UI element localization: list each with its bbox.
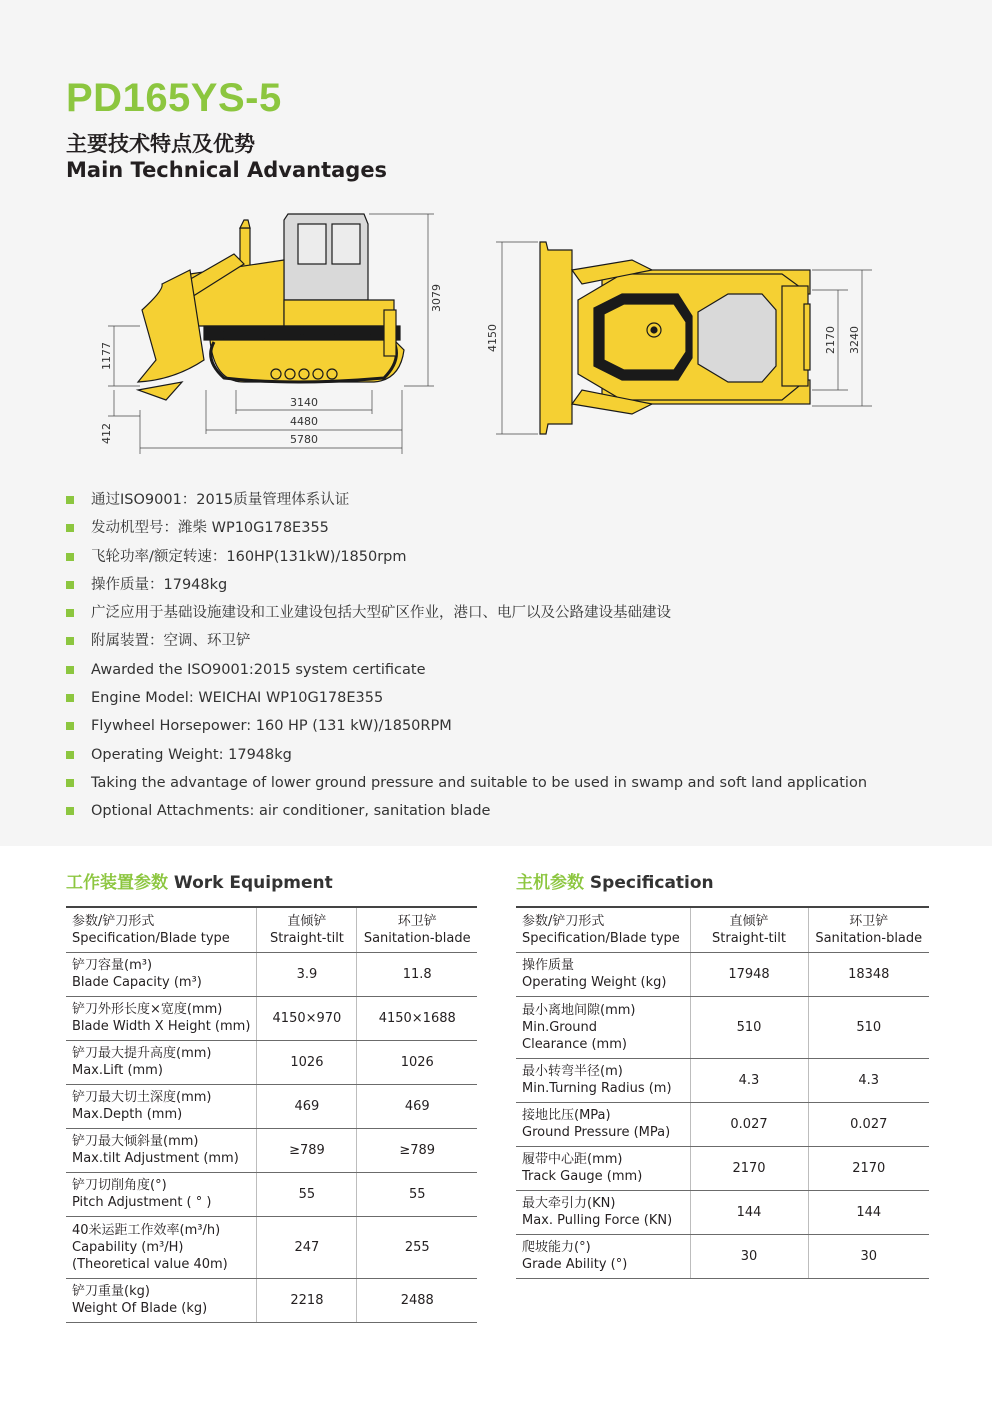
list-item: 操作质量：17948kg [66,571,867,599]
subtitle-en: Main Technical Advantages [66,158,388,182]
specification-table [516,906,929,1279]
dim-blade-height: 1177 [100,342,113,370]
dim-total-len: 5780 [290,433,318,446]
dim-total-width: 4150 [486,324,499,352]
bullet-icon [66,666,74,674]
list-item: 附属装置：空调、环卫铲 [66,627,867,655]
work-equipment-table [66,906,477,1323]
table-row: 最小离地间隙(mm) Min.Ground Clearance (mm) 510 510 [516,996,929,1058]
table-row: 铲刀最大切土深度(mm) Max.Depth (mm) 469 469 [66,1084,477,1128]
table-row: 铲刀重量(kg) Weight Of Blade (kg) 2218 2488 [66,1278,477,1322]
dim-height: 3079 [430,284,443,312]
dim-track-width: 3240 [848,326,861,354]
list-item: Awarded the ISO9001:2015 system certificate [66,656,867,684]
list-item: 发动机型号：潍柴 WP10G178E355 [66,514,867,542]
bullet-icon [66,553,74,561]
list-item: Engine Model: WEICHAI WP10G178E355 [66,684,867,712]
specification-title: 主机参数 Specification [516,873,714,893]
list-item: Flywheel Horsepower: 160 HP (131 kW)/1850RPM [66,712,867,740]
table-row: 40米运距工作效率(m³/h) Capability (m³/H) (Theoretical value 40m) 247 255 [66,1216,477,1278]
table-row: 操作质量 Operating Weight (kg) 17948 18348 [516,952,929,996]
bullet-icon [66,524,74,532]
table-row: 履带中心距(mm) Track Gauge (mm) 2170 2170 [516,1146,929,1190]
list-item: Operating Weight: 17948kg [66,741,867,769]
table-row: 铲刀容量(m³) Blade Capacity (m³) 3.9 11.8 [66,952,477,996]
work-equipment-title: 工作装置参数 Work Equipment [66,873,333,893]
top-view-drawing [482,230,872,445]
bullet-icon [66,751,74,759]
side-view-drawing [94,210,454,460]
table-row: 参数/铲刀形式 Specification/Blade type 直倾铲 Straight-tilt 环卫铲 Sanitation-blade [516,907,929,952]
bullet-icon [66,722,74,730]
subtitle-cn: 主要技术特点及优势 [66,132,255,156]
feature-list [66,486,867,826]
bullet-icon [66,694,74,702]
bullet-icon [66,637,74,645]
dim-track-len: 3140 [290,396,318,409]
table-row: 铲刀最大提升高度(mm) Max.Lift (mm) 1026 1026 [66,1040,477,1084]
list-item: 通过ISO9001：2015质量管理体系认证 [66,486,867,514]
table-row: 铲刀切削角度(°) Pitch Adjustment ( ° ) 55 55 [66,1172,477,1216]
bullet-icon [66,496,74,504]
table-row: 最大牵引力(KN) Max. Pulling Force (KN) 144 144 [516,1190,929,1234]
list-item: 广泛应用于基础设施建设和工业建设包括大型矿区作业，港口、电厂以及公路建设基础建设 [66,599,867,627]
table-row: 参数/铲刀形式 Specification/Blade type 直倾铲 Straight-tilt 环卫铲 Sanitation-blade [66,907,477,952]
bullet-icon [66,609,74,617]
dim-body-len: 4480 [290,415,318,428]
table-row: 铲刀外形长度×宽度(mm) Blade Width X Height (mm) 4150×970 4150×1688 [66,996,477,1040]
bullet-icon [66,779,74,787]
list-item: Taking the advantage of lower ground pressure and suitable to be used in swamp and soft land application [66,769,867,797]
list-item: 飞轮功率/额定转速：160HP(131kW)/1850rpm [66,543,867,571]
list-item: Optional Attachments: air conditioner, sanitation blade [66,797,867,825]
table-row: 接地比压(MPa) Ground Pressure (MPa) 0.027 0.027 [516,1102,929,1146]
dim-gauge: 2170 [824,326,837,354]
model-title: PD165YS-5 [66,76,282,120]
table-row: 爬坡能力(°) Grade Ability (°) 30 30 [516,1234,929,1278]
table-row: 铲刀最大倾斜量(mm) Max.tilt Adjustment (mm) ≥789 ≥789 [66,1128,477,1172]
bullet-icon [66,581,74,589]
dim-ground-clearance: 412 [100,423,113,444]
table-row: 最小转弯半径(m) Min.Turning Radius (m) 4.3 4.3 [516,1058,929,1102]
bullet-icon [66,807,74,815]
